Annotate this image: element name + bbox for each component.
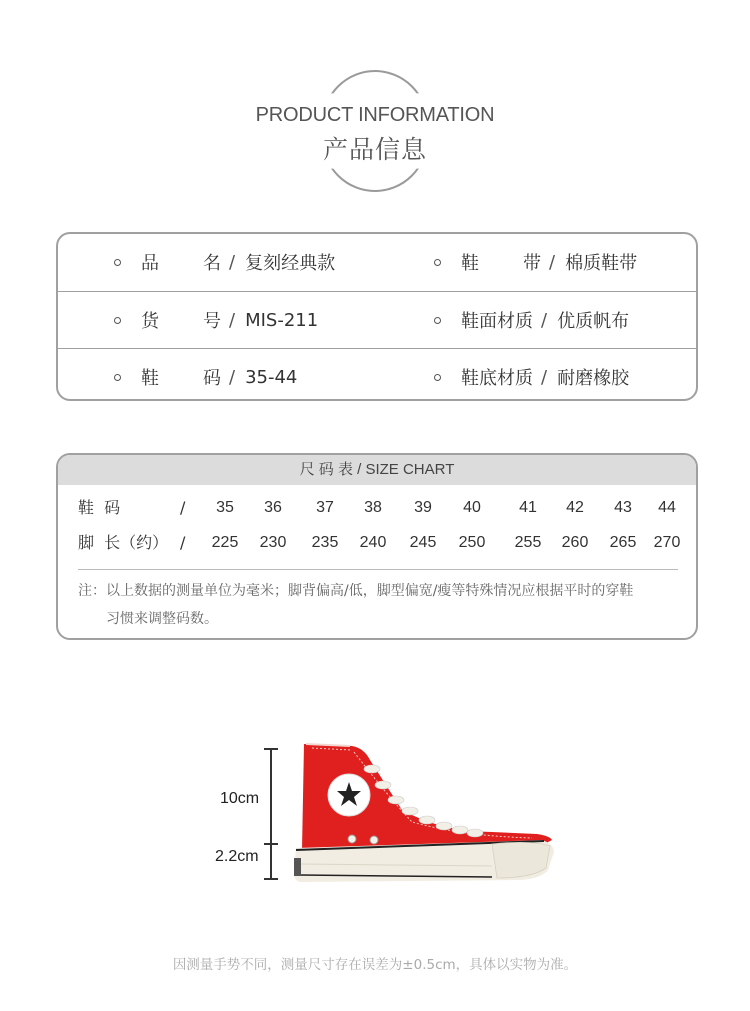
info-row [58,234,696,290]
separator: / [541,366,548,388]
info-cell-item-number [114,292,318,348]
info-value: 35-44 [245,366,298,388]
bullet-icon [114,374,121,381]
measurement-line [270,748,272,878]
bullet-icon [434,317,441,324]
red-high-top-sneaker-image [292,740,562,890]
size-value: 37 [316,499,334,516]
info-label: 货 号 [141,311,221,332]
separator: / [229,366,236,388]
length-value: 255 [514,534,542,551]
separator: / [229,309,236,331]
size-chart-title: 尺 码 表 / SIZE CHART [58,455,696,485]
info-cell-sole-material [434,349,629,401]
length-value: 250 [458,534,486,551]
measurement-disclaimer: 因测量手势不同，测量尺寸存在误差为±0.5cm，具体以实物为准。 [172,957,578,973]
size-value: 36 [264,499,282,516]
info-row [58,348,696,401]
separator: / [549,251,556,273]
bullet-icon [434,374,441,381]
separator: / [229,251,236,273]
measurement-tick [264,843,278,845]
measurement-tick [264,878,278,880]
shoe-measurement-figure [200,735,570,895]
size-value: 44 [658,499,676,516]
length-value: 230 [259,534,287,551]
info-label: 鞋 码 [141,368,221,389]
size-value: 39 [414,499,432,516]
size-value: 41 [519,499,537,516]
info-cell-laces [434,234,637,290]
info-value: 棉质鞋带 [565,253,638,274]
length-value: 240 [359,534,387,551]
info-label: 鞋 带 [461,253,541,274]
info-value: MIS-211 [245,309,319,331]
info-label: 鞋面材质 [461,311,533,332]
measurement-tick [264,748,278,750]
product-info-table [56,232,698,401]
info-cell-product-name [114,234,335,290]
info-cell-upper-material [434,292,629,348]
row-label: 脚 长（约） [78,533,169,552]
size-chart [56,453,698,640]
divider [78,569,678,570]
length-value: 235 [311,534,339,551]
length-value: 225 [211,534,239,551]
length-value: 245 [409,534,437,551]
info-label: 鞋底材质 [461,368,533,389]
separator: / [180,498,186,517]
bullet-icon [114,317,121,324]
info-value: 优质帆布 [557,311,630,332]
size-value: 42 [566,499,584,516]
size-note: 注：以上数据的测量单位为毫米；脚背偏高/低，脚型偏宽/瘦等特殊情况应根据平时的穿鞋 习惯来调整码数。 [78,583,634,627]
separator: / [541,309,548,331]
title-chinese: 产品信息 [322,135,427,164]
info-value: 复刻经典款 [245,253,336,274]
row-label: 鞋 码 [78,498,121,517]
info-value: 耐磨橡胶 [557,368,630,389]
size-row-shoe-size [58,493,696,523]
separator: / [180,533,186,552]
bullet-icon [114,259,121,266]
size-value: 43 [614,499,632,516]
section-header [0,0,750,200]
size-value: 38 [364,499,382,516]
size-row-foot-length [58,528,696,558]
size-value: 40 [463,499,481,516]
bullet-icon [434,259,441,266]
length-value: 265 [609,534,637,551]
sole-height-label: 2.2cm [215,848,259,865]
info-label: 品 名 [141,253,221,274]
upper-height-label: 10cm [220,790,260,807]
size-value: 35 [216,499,234,516]
length-value: 260 [561,534,589,551]
info-cell-size-range [114,349,297,401]
info-row [58,291,696,347]
title-english: PRODUCT INFORMATION [255,104,495,126]
length-value: 270 [653,534,681,551]
